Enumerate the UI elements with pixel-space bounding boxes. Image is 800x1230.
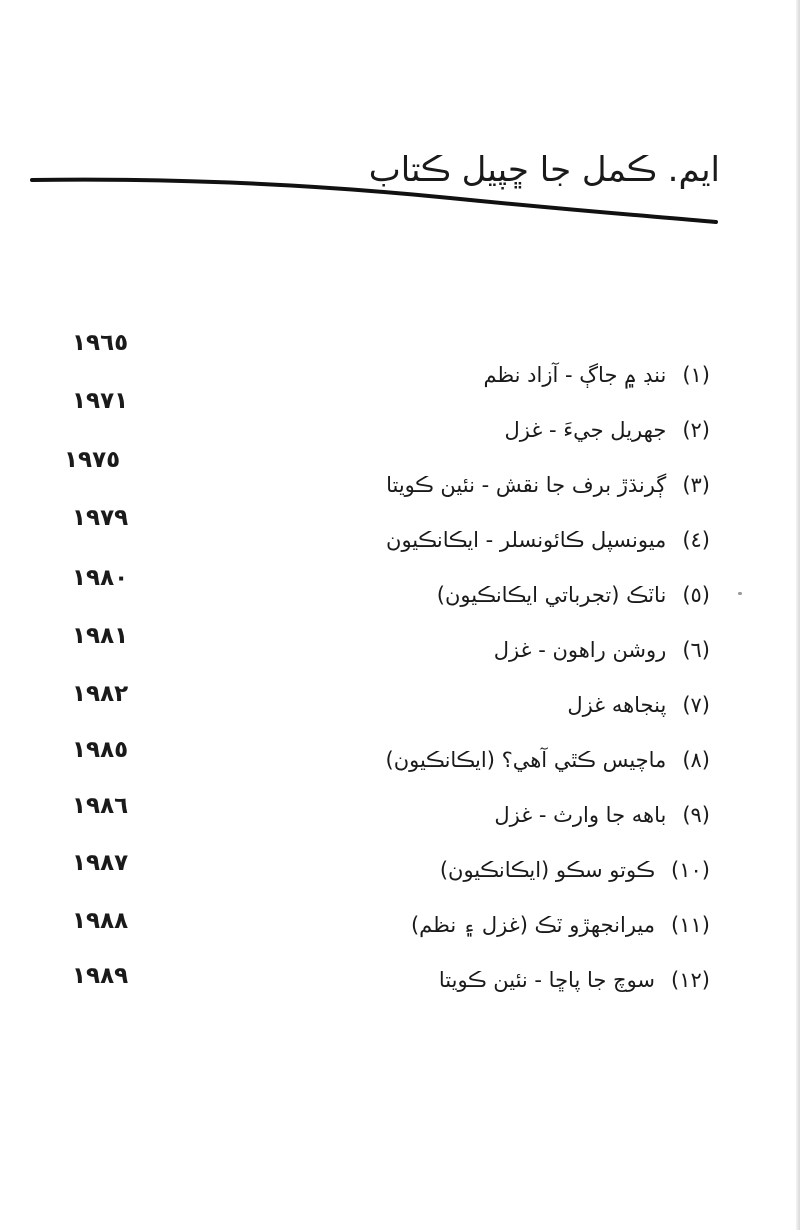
entry-title: ننڊ ۾ جاڳ - آزاد نظم (483, 363, 667, 387)
entry-year: ١٩٨٧ (72, 850, 129, 876)
entry-year: ١٩٨٥ (72, 737, 129, 763)
entry-year: ١٩٨٢ (72, 681, 129, 707)
entry-year: ١٩٧١ (72, 388, 129, 414)
entry-number: (٢) (682, 418, 710, 442)
entry-title: ميرانجهڙو ٽڪ (غزل ۽ نظم) (410, 913, 656, 937)
entry-number: (١) (682, 363, 710, 387)
entry-title: ڪوتو سڪو (ايڪانڪيون) (439, 858, 656, 882)
entry-year: ١٩٧٩ (72, 505, 129, 531)
entry-number: (١١) (671, 913, 710, 937)
entry-year: ١٩٨٦ (72, 793, 129, 819)
entry-year: ١٩٨١ (72, 623, 129, 649)
paper-speck (738, 592, 742, 595)
entry-year: ١٩٧٥ (64, 447, 121, 473)
entry-number: (١٠) (671, 858, 710, 882)
entry-title: ڳرنڌڙ برف جا نقش - نئين ڪويتا (386, 473, 667, 497)
entry-title: ميونسپل ڪائونسلر - ايڪانڪيون (386, 528, 667, 552)
book-entry (411, 905, 710, 945)
book-entry (505, 410, 710, 450)
entry-number: (٩) (682, 803, 710, 827)
entry-title: پنجاهه غزل (567, 693, 667, 717)
book-entry (439, 960, 710, 1000)
book-entry (437, 575, 710, 615)
entry-year: ١٩٨٨ (72, 908, 129, 934)
book-entry (440, 850, 710, 890)
book-entry (483, 355, 710, 395)
page-title: ايم. ڪمل جا ڇپيل ڪتاب (368, 150, 720, 190)
entry-number: (٣) (682, 473, 710, 497)
entry-title: باهه جا وارث - غزل (494, 803, 667, 827)
entry-year: ١٩٨٠ (72, 565, 129, 591)
entry-title: ماچيس ڪٿي آهي؟ (ايڪانڪيون) (385, 748, 667, 772)
entry-title: ناٽڪ (تجرباتي ايڪانڪيون) (436, 583, 667, 607)
title-underline (30, 172, 718, 232)
book-entry (494, 630, 710, 670)
entry-title: سوچ جا پاڇا - نئين ڪويتا (438, 968, 656, 992)
book-entry (494, 795, 710, 835)
entry-title: جهريل جيءَ - غزل (504, 418, 667, 442)
book-entry (386, 520, 710, 560)
book-entry (386, 465, 710, 505)
entry-number: (١٢) (671, 968, 710, 992)
entry-number: (٨) (682, 748, 710, 772)
entry-title: روشن راهون - غزل (493, 638, 667, 662)
entry-year: ١٩٨٩ (72, 963, 129, 989)
entry-year: ١٩٦٥ (72, 330, 129, 356)
entry-number: (٤) (682, 528, 710, 552)
entry-number: (٦) (682, 638, 710, 662)
entry-number: (٥) (682, 583, 710, 607)
entry-number: (٧) (682, 693, 710, 717)
book-entry (386, 740, 710, 780)
book-entry (567, 685, 710, 725)
page-edge-shadow (796, 0, 800, 1230)
